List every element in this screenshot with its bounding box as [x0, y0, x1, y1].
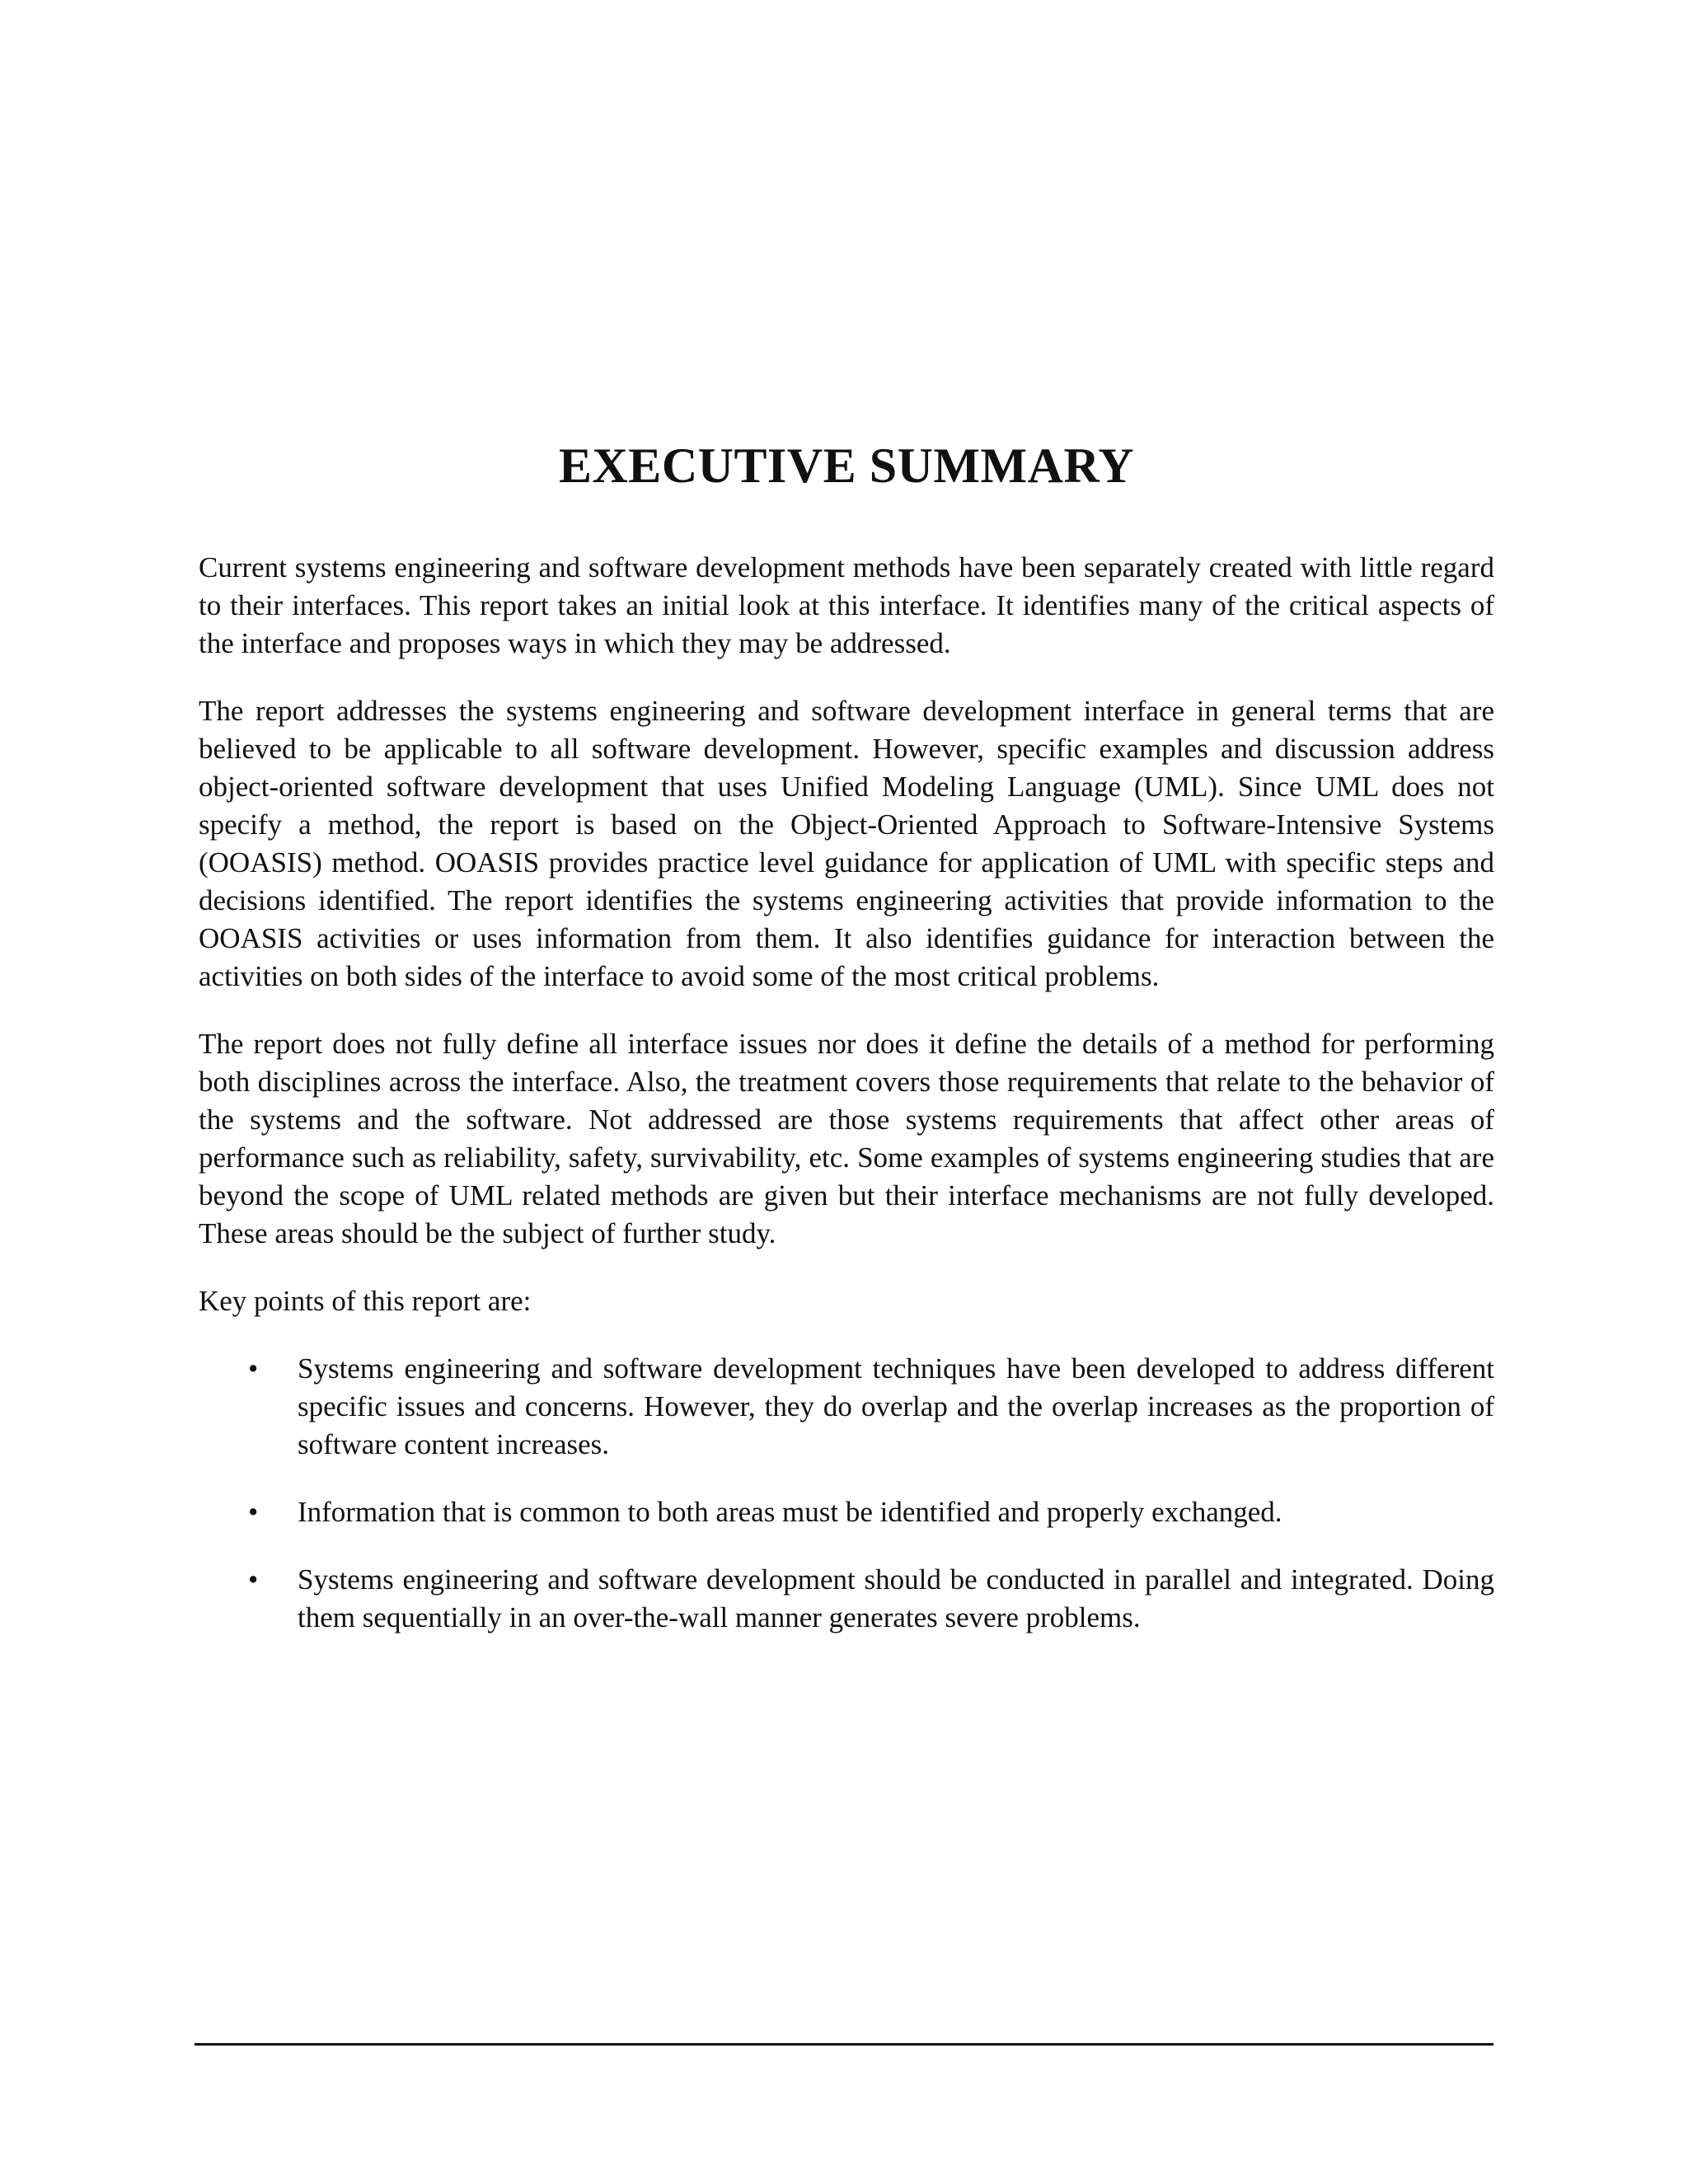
list-item: [199, 1350, 1494, 1464]
paragraph-scope: The report addresses the systems engineering and software development interface in general terms that are believed to be applicable to all software development. However, specific examples and discussion address object-oriented software development that uses Unified Modeling Language (UML). Since UML does not specify a method, the report is based on the Object-Oriented Approach to Software-Intensive Systems (OOASIS) method. OOASIS provides practice level guidance for application of UML with specific steps and decisions identified. The report identifies the systems engineering activities that provide information to the OOASIS activities or uses information from them. It also identifies guidance for interaction between the activities on both sides of the interface to avoid some of the most critical problems.: [199, 695, 1494, 992]
list-item-text: Systems engineering and software development techniques have been developed to address different specific issues and concerns. However, they do overlap and the overlap increases as the proportion of software content increases.: [298, 1352, 1494, 1460]
key-points-heading: Key points of this report are:: [199, 1285, 532, 1317]
paragraph-intro: Current systems engineering and software development methods have been separately created with little regard to their interfaces. This report takes an initial look at this interface. It identifies many of the critical aspects of the interface and proposes ways in which they may be addressed.: [199, 551, 1494, 659]
key-points-list: [199, 1350, 1494, 1637]
list-item: [199, 1561, 1494, 1637]
page-title: EXECUTIVE SUMMARY: [558, 438, 1135, 493]
bullet-icon: •: [248, 1352, 259, 1385]
bullet-icon: •: [248, 1563, 259, 1596]
document-body: [199, 549, 1494, 1666]
list-item: [199, 1493, 1494, 1531]
document-page: [199, 0, 1494, 2184]
paragraph-limitations: The report does not fully define all interface issues nor does it define the details of a method for performing both disciplines across the interface. Also, the treatment covers those requirements that relate to the behavior of the systems and the software. Not addressed are those systems requirements that affect other areas of performance such as reliability, safety, survivability, etc. Some examples of systems engineering studies that are beyond the scope of UML related methods are given but their interface mechanisms are not fully developed. These areas should be the subject of further study.: [199, 1028, 1494, 1249]
footer-divider: [195, 2043, 1493, 2046]
bullet-icon: •: [248, 1496, 259, 1528]
list-item-text: Systems engineering and software development should be conducted in parallel and integrated. Doing them sequentially in an over-the-wall manner generates severe problems.: [298, 1563, 1494, 1633]
list-item-text: Information that is common to both areas must be identified and properly exchanged.: [298, 1496, 1282, 1528]
